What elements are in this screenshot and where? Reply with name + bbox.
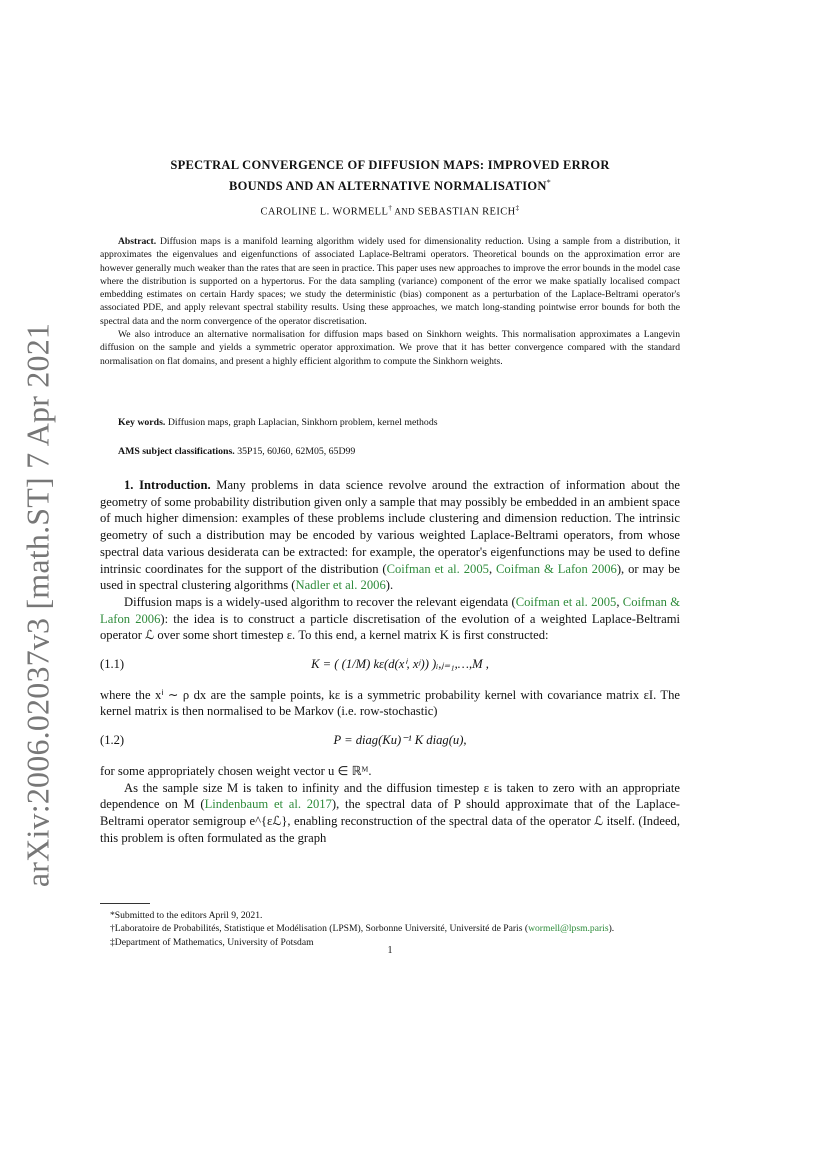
- paper-title: [100, 157, 680, 195]
- equation-number: (1.1): [100, 657, 125, 672]
- intro-text-2b: ): the idea is to construct a particle discretisation of the evolution of a weighted Laplace-Beltrami operator ℒ over some short timestep ε. To this end, a kernel matrix K is first constructed:: [100, 611, 681, 643]
- author-and: AND: [392, 206, 418, 217]
- footnote-rule: [100, 903, 150, 904]
- abstract-paragraph-2: [100, 328, 680, 368]
- author-1-mark: †: [388, 204, 393, 212]
- intro-text-1b: ), or may be used in spectral clustering algorithms (: [100, 561, 680, 593]
- footnotes: [100, 909, 680, 949]
- intro-text-2a: Diffusion maps is a widely-used algorithm to recover the relevant eigendata (: [124, 594, 516, 609]
- citation-link[interactable]: Coifman et al. 2005: [515, 594, 617, 609]
- equation-1-1: [100, 656, 680, 673]
- ams-text: 35P15, 60J60, 62M05, 65D99: [237, 446, 356, 457]
- footnote-3: ‡Department of Mathematics, University of Potsdam: [110, 936, 314, 948]
- introduction-section: [100, 477, 680, 846]
- author-2: SEBASTIAN REICH: [417, 206, 516, 218]
- citation-link[interactable]: Coifman et al. 2005: [386, 561, 489, 576]
- footnote-2-close: ).: [608, 923, 615, 935]
- intro-text-5b: ), the spectral data of P should approximate that of the Laplace-Beltrami operator semigroup e^{εℒ}, enabling reconstruction of the spectral data of the operator ℒ itself. (Indeed, this problem is often formulated as the graph: [100, 797, 680, 845]
- title-footnote-mark: *: [546, 178, 552, 187]
- abstract: [100, 235, 680, 368]
- keywords: [118, 417, 678, 428]
- author-1: CAROLINE L. WORMELL: [260, 206, 389, 218]
- intro-paragraph-3: where the xⁱ ∼ ρ dx are the sample points, kε is a symmetric probability kernel with covariance matrix εI. The kernel matrix is then normalised to be Markov (i.e. row-stochastic): [100, 687, 680, 719]
- arxiv-identifier: arXiv:2006.02037v3 [math.ST] 7 Apr 2021: [19, 322, 56, 888]
- citation-separator: ,: [616, 594, 623, 609]
- abstract-text-1: Diffusion maps is a manifold learning algorithm widely used for dimensionality reduction. Using a sample from a distribution, it approximates the eigenvalues and eigenfunctions of associated Laplace-Beltrami operators. Theoretical bounds on the approximation error are however generally much weaker than the rates that are seen in practice. This paper uses new approaches to improve the error bounds in the model case where the distribution is supported on a hypertorus. For the data sampling (variance) component of the error we make spatially localised compact embedding estimates on certain Hardy spaces; we study the deterministic (bias) component as a perturbation of the Laplace-Beltrami operator's associated PDE, and apply relevant spectral stability results. Using these approaches, we match long-standing pointwise error bounds for both the spectral data and the norm convergence of the operator discretisation.: [100, 236, 680, 327]
- author-2-mark: ‡: [515, 204, 520, 212]
- section-heading: 1. Introduction.: [124, 478, 211, 492]
- page-number: 1: [387, 945, 393, 956]
- abstract-label: Abstract.: [118, 236, 157, 247]
- equation-1-2: [100, 732, 680, 749]
- equation-number: (1.2): [100, 733, 125, 748]
- title-line-2: [100, 174, 680, 195]
- abstract-text-2: We also introduce an alternative normalisation for diffusion maps based on Sinkhorn weights. This normalisation approximates a Langevin diffusion on the sample and yields a symmetric operator approximation. We prove that it has better convergence compared with the standard normalisation on flat domains, and present a highly efficient algorithm to compute the Sinkhorn weights.: [100, 329, 680, 367]
- intro-text-1c: ).: [385, 578, 394, 593]
- intro-paragraph-5: [100, 780, 680, 847]
- footnote-1: *Submitted to the editors April 9, 2021.: [110, 910, 263, 921]
- author-list: [100, 204, 680, 218]
- citation-separator: ,: [488, 561, 496, 576]
- intro-text-1a: Many problems in data science revolve around the extraction of information about the geometry of some probability distribution given only a sample that may possibly be embedded in an ambient space of much higher dimension: examples of these problems include clustering and dimension reduction. The intrinsic geometry of such a distribution may be encoded by various weighted Laplace-Beltrami operators, from whose spectral data various desiderata can be extracted: for example, the operator's eigenfunctions may be used to define intrinsic coordinates for the support of the distribution (: [100, 478, 680, 576]
- citation-link[interactable]: Lindenbaum et al. 2017: [204, 797, 332, 812]
- keywords-text: Diffusion maps, graph Laplacian, Sinkhorn problem, kernel methods: [167, 417, 438, 428]
- intro-text-5a: As the sample size M is taken to infinity and the diffusion timestep ε is taken to zero with an appropriate dependence on M (: [100, 780, 680, 812]
- ams-label: AMS subject classifications.: [118, 446, 235, 457]
- citation-link[interactable]: Nadler et al. 2006: [295, 578, 386, 593]
- ams-classification: [118, 446, 678, 457]
- footnote-2-text: †Laboratoire de Probabilités, Statistique et Modélisation (LPSM), Sorbonne Université, Université de Paris (: [110, 923, 529, 935]
- equation-expression: P = diag(Ku)⁻¹ K diag(u),: [333, 733, 467, 748]
- abstract-paragraph-1: [100, 235, 680, 328]
- keywords-label: Key words.: [118, 417, 166, 428]
- arxiv-sidebar: [12, 322, 64, 888]
- email-link[interactable]: wormell@lpsm.paris: [528, 923, 609, 935]
- intro-paragraph-2: [100, 594, 680, 644]
- intro-paragraph-4: for some appropriately chosen weight vector u ∈ ℝᴹ.: [100, 763, 372, 778]
- footnote-2: [100, 922, 680, 935]
- citation-link[interactable]: Coifman & Lafon 2006: [496, 561, 617, 576]
- citation-link[interactable]: Coifman & Lafon 2006: [100, 594, 680, 626]
- intro-paragraph-1: [100, 477, 680, 594]
- title-line-1: SPECTRAL CONVERGENCE OF DIFFUSION MAPS: IMPROVED ERROR: [170, 158, 610, 172]
- equation-expression: K = ( (1/M) kε(d(xⁱ, xʲ)) )ᵢ,ⱼ₌₁,…,M ,: [311, 657, 489, 672]
- title-line-2-text: BOUNDS AND AN ALTERNATIVE NORMALISATION: [228, 179, 547, 194]
